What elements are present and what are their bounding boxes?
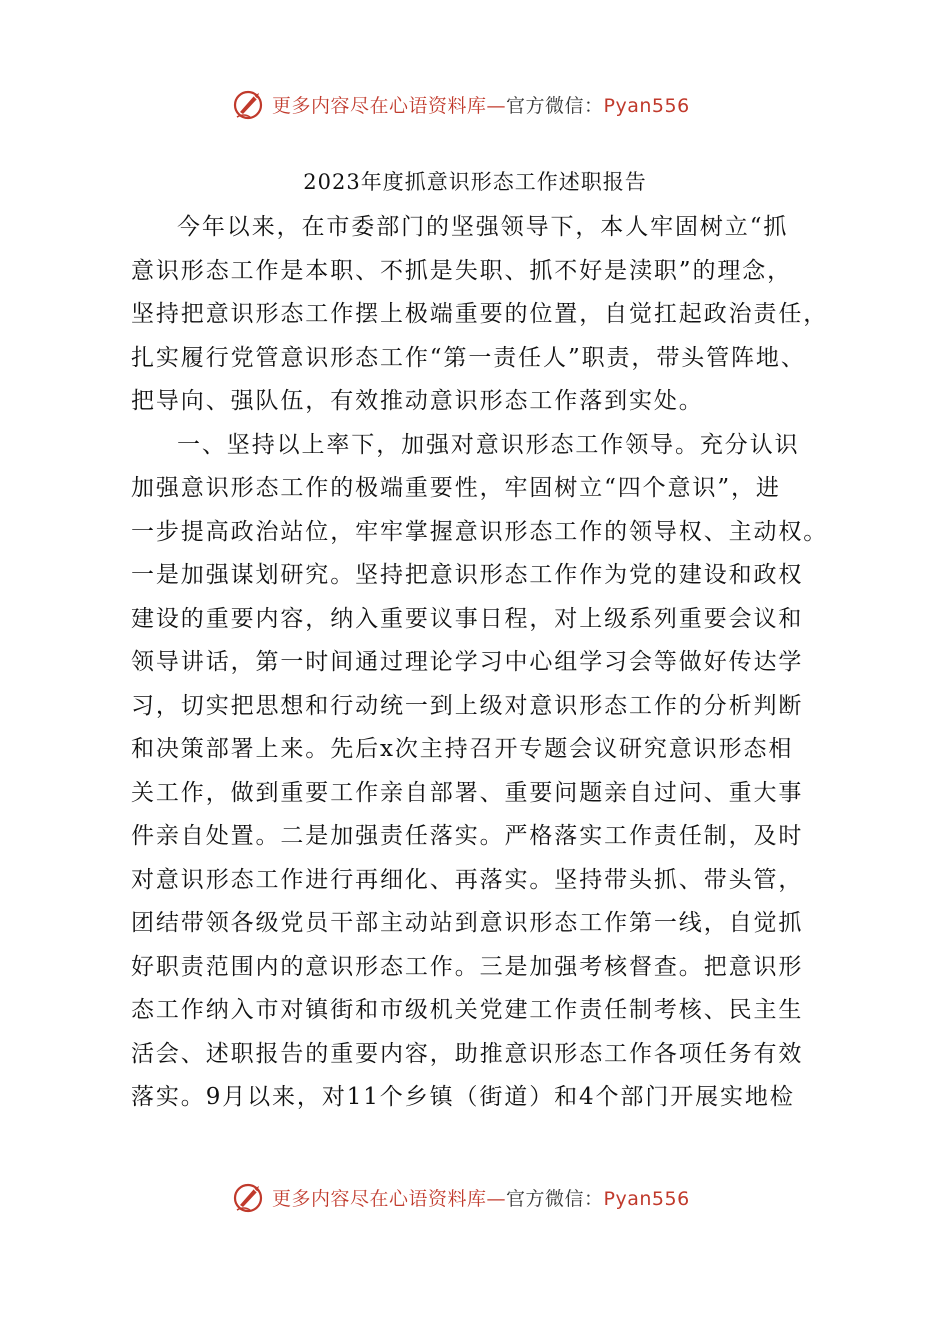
- body-line: 好职责范围内的意识形态工作。三是加强考核督查。把意识形: [131, 953, 804, 980]
- body-line: 关工作，做到重要工作亲自部署、重要问题亲自过问、重大事: [131, 779, 804, 806]
- body-line: 落实。9月以来，对11个乡镇（街道）和4个部门开展实地检: [131, 1084, 795, 1110]
- watermark-library-text: 更多内容尽在心语资料库: [272, 1187, 487, 1210]
- body-line: 意识形态工作是本职、不抓是失职、抓不好是渎职”的理念，: [131, 257, 793, 284]
- body-line: 今年以来，在市委部门的坚强领导下，本人牢固树立“抓: [177, 214, 789, 240]
- watermark-banner-top: [232, 84, 690, 124]
- watermark-banner-bottom: [232, 1177, 690, 1217]
- watermark-text: [272, 91, 690, 118]
- watermark-wechat-label: 官方微信：: [506, 94, 604, 117]
- body-line: 领导讲话，第一时间通过理论学习中心组学习会等做好传达学: [131, 649, 804, 675]
- body-line: 一是加强谋划研究。坚持把意识形态工作作为党的建设和政权: [131, 562, 804, 588]
- watermark-wechat-id: Pyan556: [603, 1187, 690, 1210]
- body-line: 团结带领各级党员干部主动站到意识形态工作第一线，自觉抓: [131, 910, 804, 936]
- body-line: 活会、述职报告的重要内容，助推意识形态工作各项任务有效: [131, 1040, 804, 1067]
- body-line: 把导向、强队伍，有效推动意识形态工作落到实处。: [131, 388, 704, 414]
- body-line: 对意识形态工作进行再细化、再落实。坚持带头抓、带头管，: [131, 866, 804, 893]
- watermark-dash: —: [486, 94, 507, 117]
- body-line: 建设的重要内容，纳入重要议事日程，对上级系列重要会议和: [131, 605, 804, 632]
- watermark-wechat-id: Pyan556: [603, 94, 690, 117]
- pen-logo-icon: [232, 86, 268, 122]
- body-line: 坚持把意识形态工作摆上极端重要的位置，自觉扛起政治责任，: [131, 301, 829, 327]
- body-line: 态工作纳入市对镇街和市级机关党建工作责任制考核、民主生: [131, 997, 804, 1023]
- body-line: 一、坚持以上率下，加强对意识形态工作领导。充分认识: [177, 431, 800, 458]
- watermark-dash: —: [486, 1187, 507, 1210]
- body-line: 件亲自处置。二是加强责任落实。严格落实工作责任制，及时: [131, 823, 804, 849]
- body-line: 加强意识形态工作的极端重要性，牢固树立“四个意识”，进: [131, 475, 781, 501]
- watermark-library-text: 更多内容尽在心语资料库: [272, 94, 487, 117]
- body-line: 和决策部署上来。先后x次主持召开专题会议研究意识形态相: [131, 736, 794, 762]
- body-line: 一步提高政治站位，牢牢掌握意识形态工作的领导权、主动权。: [131, 518, 829, 545]
- document-title: 2023年度抓意识形态工作述职报告: [303, 170, 647, 194]
- document-body: [131, 206, 843, 1120]
- watermark-text: [272, 1184, 690, 1211]
- body-line: 扎实履行党管意识形态工作“第一责任人”职责，带头管阵地、: [131, 344, 806, 371]
- watermark-wechat-label: 官方微信：: [506, 1187, 604, 1210]
- pen-logo-icon: [232, 1179, 268, 1215]
- body-line: 习，切实把思想和行动统一到上级对意识形态工作的分析判断: [131, 692, 804, 719]
